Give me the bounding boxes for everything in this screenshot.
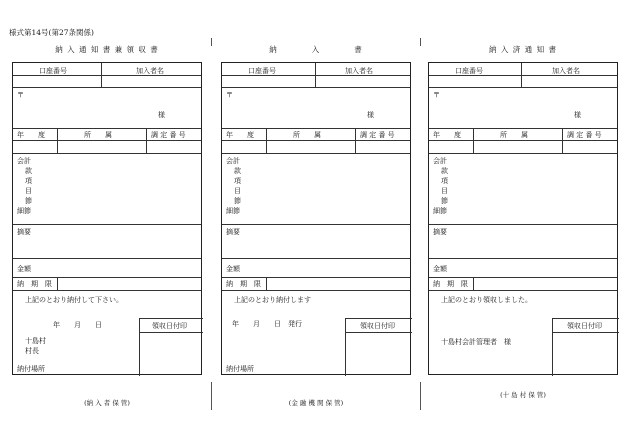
postal-mark: 〒 — [226, 91, 233, 99]
account-category-label: 目 — [25, 187, 32, 195]
deadline-label: 納 期 限 — [226, 280, 261, 288]
panel-title: 納 入 済 通 知 書 — [489, 45, 557, 54]
account-category-label: 会計 — [433, 157, 447, 165]
amount-label: 金額 — [17, 265, 31, 273]
issue-date-line: 年 月 日 発行 — [232, 320, 302, 328]
form-table — [428, 62, 618, 375]
cut-line — [211, 38, 212, 46]
account-category-label: 款 — [441, 167, 448, 175]
honorific: 様 — [367, 111, 374, 119]
form-table — [221, 62, 411, 375]
receipt-stamp-box — [345, 318, 412, 376]
deadline-label: 納 期 限 — [433, 280, 468, 288]
receipt-stamp-label: 領収日付印 — [360, 322, 395, 330]
account-category-label: 節 — [234, 197, 241, 205]
statement-text: 上記のとおり納付します — [234, 296, 311, 304]
year-label: 年 度 — [433, 131, 461, 139]
subscriber-name-label: 加入者名 — [552, 67, 580, 75]
account-category-label: 会計 — [226, 157, 240, 165]
panel-title: 納 入 書 — [269, 45, 363, 54]
adjustment-number-label: 調 定 番 号 — [151, 131, 186, 139]
account-category-label: 目 — [234, 187, 241, 195]
summary-label: 摘要 — [433, 228, 447, 236]
subscriber-name-label: 加入者名 — [136, 67, 164, 75]
form-table — [12, 62, 202, 375]
panel-payment-slip — [221, 0, 411, 439]
honorific: 様 — [158, 111, 165, 119]
statement-text: 上記のとおり領収しました。 — [441, 296, 532, 304]
cut-line — [420, 382, 421, 410]
adjustment-number-label: 調 定 番 号 — [567, 131, 602, 139]
statement-text: 上記のとおり納付して下さい。 — [25, 296, 123, 304]
payment-place-label: 納付場所 — [226, 365, 254, 373]
department-label: 所 属 — [500, 131, 528, 139]
account-number-label: 口座番号 — [455, 67, 483, 75]
account-number-label: 口座番号 — [248, 67, 276, 75]
receipt-stamp-box — [552, 318, 619, 376]
account-category-label: 細節 — [226, 207, 240, 215]
account-category-label: 細節 — [433, 207, 447, 215]
keeper-note: (金 融 機 関 保 管) — [288, 399, 344, 407]
receipt-stamp-label: 領収日付印 — [567, 322, 602, 330]
year-label: 年 度 — [226, 131, 254, 139]
keeper-note: (十 島 村 保 管) — [500, 391, 546, 399]
panel-title: 納 入 通 知 書 兼 領 収 書 — [55, 45, 159, 54]
cut-line — [211, 382, 212, 410]
account-category-label: 款 — [25, 167, 32, 175]
account-number-label: 口座番号 — [39, 67, 67, 75]
account-category-label: 節 — [441, 197, 448, 205]
postal-mark: 〒 — [17, 91, 24, 99]
date-line: 年 月 日 — [53, 321, 102, 329]
keeper-note: (納 入 者 保 管) — [84, 399, 130, 407]
issuer-village: 十島村 — [25, 337, 46, 345]
cut-line — [420, 38, 421, 46]
payment-place-label: 納付場所 — [17, 365, 45, 373]
panel-payment-notice — [428, 0, 618, 439]
honorific: 様 — [574, 111, 581, 119]
adjustment-number-label: 調 定 番 号 — [360, 131, 395, 139]
panel-receipt — [12, 0, 202, 439]
summary-label: 摘要 — [17, 228, 31, 236]
account-category-label: 細節 — [17, 207, 31, 215]
deadline-label: 納 期 限 — [17, 280, 52, 288]
account-category-label: 項 — [25, 177, 32, 185]
year-label: 年 度 — [17, 131, 45, 139]
department-label: 所 属 — [84, 131, 112, 139]
amount-label: 金額 — [226, 265, 240, 273]
account-category-label: 項 — [234, 177, 241, 185]
treasurer-line: 十島村会計管理者 様 — [441, 338, 511, 346]
issuer-title: 村長 — [25, 347, 39, 355]
amount-label: 金額 — [433, 265, 447, 273]
form-number-label: 様式第14号(第27条関係) — [9, 28, 94, 37]
account-category-label: 項 — [441, 177, 448, 185]
summary-label: 摘要 — [226, 228, 240, 236]
receipt-stamp-box — [139, 318, 203, 376]
postal-mark: 〒 — [433, 91, 440, 99]
receipt-stamp-label: 領収日付印 — [152, 322, 187, 330]
department-label: 所 属 — [293, 131, 321, 139]
account-category-label: 目 — [441, 187, 448, 195]
account-category-label: 会計 — [17, 157, 31, 165]
account-category-label: 節 — [25, 197, 32, 205]
account-category-label: 款 — [234, 167, 241, 175]
subscriber-name-label: 加入者名 — [345, 67, 373, 75]
